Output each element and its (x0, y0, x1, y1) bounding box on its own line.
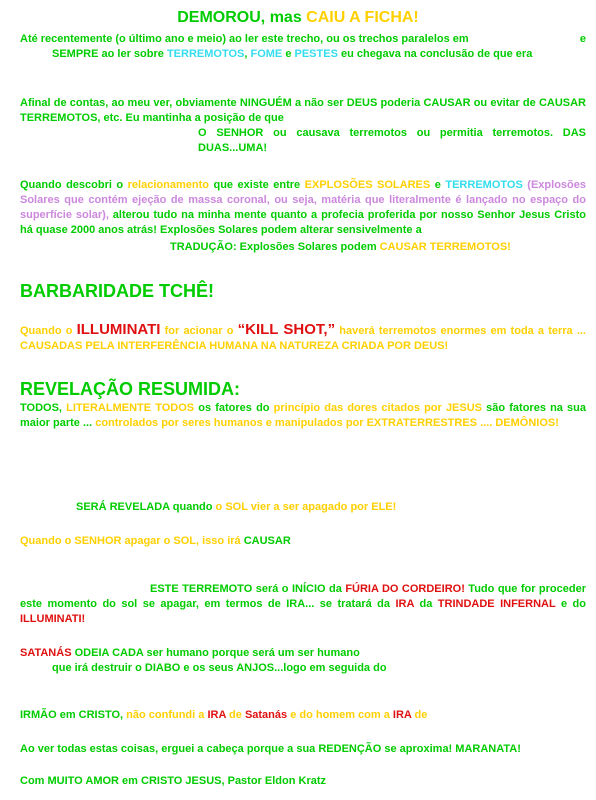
word-pestes: PESTES (294, 48, 338, 60)
title-part-1: DEMOROU, mas (177, 9, 307, 26)
fury-illuminati: ILLUMINATI! (20, 613, 86, 625)
intro-and: e (282, 48, 295, 60)
signature-line: Com MUITO AMOR em CRISTO JESUS, Pastor Eldon Kratz (20, 775, 327, 787)
sun-off-line (20, 534, 586, 549)
word-terremotos-2: TERREMOTOS (445, 179, 523, 191)
brother-text-2: não confundi a (126, 709, 208, 721)
word-satanas: SATANÁS (20, 647, 72, 659)
god-paragraph (20, 96, 586, 156)
intro-paragraph (20, 32, 586, 62)
brother-satanas: Satanás (244, 709, 288, 721)
solar-paragraph (20, 178, 586, 255)
word-kill-shot: “KILL SHOT,” (237, 321, 336, 338)
word-illuminati: ILLUMINATI (76, 321, 161, 338)
fury-trindade: TRINDADE INFERNAL (437, 598, 556, 610)
fury-ira: IRA (395, 598, 415, 610)
fury-text-2: Tudo que for proceder este momento do sol se apagar, em termos de IRA... se tratará da (20, 583, 587, 610)
sun-off-text: Quando o SENHOR apagar o SOL, isso irá (20, 535, 244, 547)
revelation-dores: princípio das dores citados por JESUS (273, 402, 483, 414)
heading-revelacao: REVELAÇÃO RESUMIDA: (20, 379, 241, 399)
kill-shot-text-1: Quando o (20, 325, 77, 337)
satan-paragraph (20, 646, 586, 676)
brother-text-5: de (411, 709, 428, 721)
fury-paragraph (20, 582, 586, 627)
revelation-paragraph (20, 401, 586, 431)
revelation-text-3: são fatores na sua maior parte ... (20, 402, 587, 429)
intro-line-1: Até recentemente (o último ano e meio) ao ler este trecho, ou os trechos paralelos em (20, 33, 469, 45)
intro-line-1-end: e (579, 33, 586, 45)
heading-barbaridade: BARBARIDADE TCHÊ! (20, 281, 214, 301)
title-part-2: CAIU A FICHA! (306, 9, 419, 26)
page-title (0, 8, 596, 28)
translation-label: TRADUÇÃO: Explosões Solares podem (170, 241, 380, 253)
god-text: Afinal de contas, ao meu ver, obviamente NINGUÉM a não ser DEUS poderia CAUSAR ou evitar de CAUSAR TERREMOTOS, etc. Eu mantinha a posição de que (20, 97, 586, 124)
kill-shot-paragraph (20, 322, 586, 354)
word-relacionamento: relacionamento (127, 179, 209, 191)
sun-off-cause: CAUSAR (243, 535, 291, 547)
fury-cordeiro: FÚRIA DO CORDEIRO! (345, 583, 465, 595)
brother-ira-1: IRA (207, 709, 226, 721)
satan-text-2: que irá destruir o DIABO e os seus ANJOS...logo em seguida do (52, 662, 387, 674)
fury-text-4: e do (555, 598, 587, 610)
solar-explanation: (Explosões Solares que contém ejeção de massa coronal, ou seja, matéria que literalmente é lançado no espaço do superfície solar), (20, 179, 586, 221)
translation-highlight: CAUSAR TERREMOTOS! (379, 241, 511, 253)
maranata-line: Ao ver todas estas coisas, erguei a cabeça porque a sua REDENÇÃO se aproxima! MARANATA! (20, 743, 521, 755)
satan-text-1: ODEIA CADA ser humano porque será um ser humano (71, 647, 360, 659)
sun-revealed-line (20, 500, 586, 515)
brother-text-4: e do homem com a (287, 709, 393, 721)
solar-text-2: que existe entre (208, 179, 305, 191)
sun-revealed-text: SERÁ REVELADA quando (76, 501, 216, 513)
brother-ira-2: IRA (392, 709, 412, 721)
word-terremotos: TERREMOTOS (166, 48, 245, 60)
fury-text-1: ESTE TERREMOTO será o INÍCIO da (150, 583, 346, 595)
intro-sep: , (244, 48, 251, 60)
revelation-literal: LITERALMENTE TODOS (66, 402, 195, 414)
intro-text: SEMPRE ao ler sobre (52, 48, 167, 60)
sun-revealed-highlight: o SOL vier a ser apagado por ELE! (215, 501, 397, 513)
kill-shot-text-3: haverá terremotos enormes em toda a terra ... CAUSADAS PELA INTERFERÊNCIA HUMANA NA NATUREZA CRIADA POR DEUS! (20, 325, 586, 352)
brother-text-1: IRMÃO em CRISTO, (20, 709, 127, 721)
brother-line (20, 708, 586, 723)
kill-shot-text-2: for acionar o (160, 325, 238, 337)
solar-text-4: alterou tudo na minha mente quanto a profecia proferida por nosso Senhor Jesus Cristo há quase 2000 anos atrás! Explosões Solares podem alterar sensivelmente a (20, 209, 586, 236)
revelation-text-1: TODOS, (20, 402, 67, 414)
solar-text-1: Quando descobri o (20, 179, 128, 191)
revelation-controlled: controlados por seres humanos e manipulados por EXTRATERRESTRES .... DEMÔNIOS! (95, 417, 559, 429)
word-explosoes: EXPLOSÕES SOLARES (304, 179, 431, 191)
god-text-2: O SENHOR ou causava terremotos ou permitia terremotos. DAS DUAS...UMA! (198, 127, 586, 154)
fury-text-3: da (414, 598, 438, 610)
intro-conclusion: eu chegava na conclusão de que era (337, 48, 533, 60)
brother-text-3: de (225, 709, 245, 721)
solar-text-3: e (430, 179, 446, 191)
revelation-text-2: os fatores do (194, 402, 274, 414)
word-fome: FOME (250, 48, 283, 60)
